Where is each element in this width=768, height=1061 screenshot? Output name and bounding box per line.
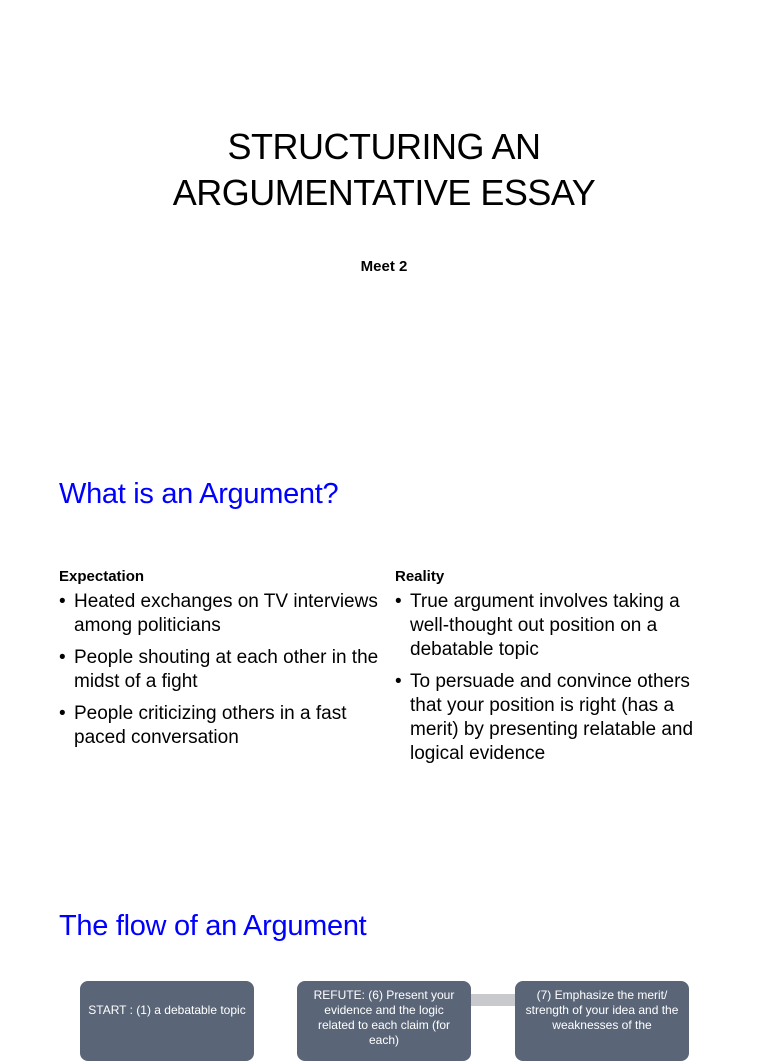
presentation-title [0, 124, 768, 216]
expectation-label: Expectation [59, 568, 145, 585]
presentation-subtitle: Meet 2 [360, 258, 408, 275]
list-item: • People criticizing others in a fast paced conversation [59, 702, 379, 750]
flow-connector [471, 994, 515, 1006]
slide-heading: What is an Argument? [59, 478, 339, 510]
flow-box-refute: REFUTE: (6) Present your evidence and the logic related to each claim (for each) [297, 981, 471, 1061]
list-item: • Heated exchanges on TV interviews among politicians [59, 590, 379, 638]
title-line-1: STRUCTURING AN [227, 126, 541, 167]
list-item: • People shouting at each other in the midst of a fight [59, 646, 379, 694]
list-item: • True argument involves taking a well-thought out position on a debatable topic [395, 590, 720, 662]
flow-box-start: START : (1) a debatable topic [80, 981, 254, 1061]
list-item: • To persuade and convince others that your position is right (has a merit) by presenting relatable and logical evidence [395, 670, 720, 766]
expectation-list [59, 590, 379, 750]
reality-column [395, 568, 720, 774]
what-is-argument-slide [0, 432, 768, 864]
flow-box-emphasize: (7) Emphasize the merit/ strength of your idea and the weaknesses of the [515, 981, 689, 1061]
title-line-2: ARGUMENTATIVE ESSAY [172, 172, 596, 213]
reality-list [395, 590, 720, 766]
reality-label: Reality [395, 568, 445, 585]
title-slide [0, 0, 768, 430]
slide-heading: The flow of an Argument [59, 910, 367, 942]
flow-of-argument-slide [0, 866, 768, 1047]
expectation-column [59, 568, 379, 758]
